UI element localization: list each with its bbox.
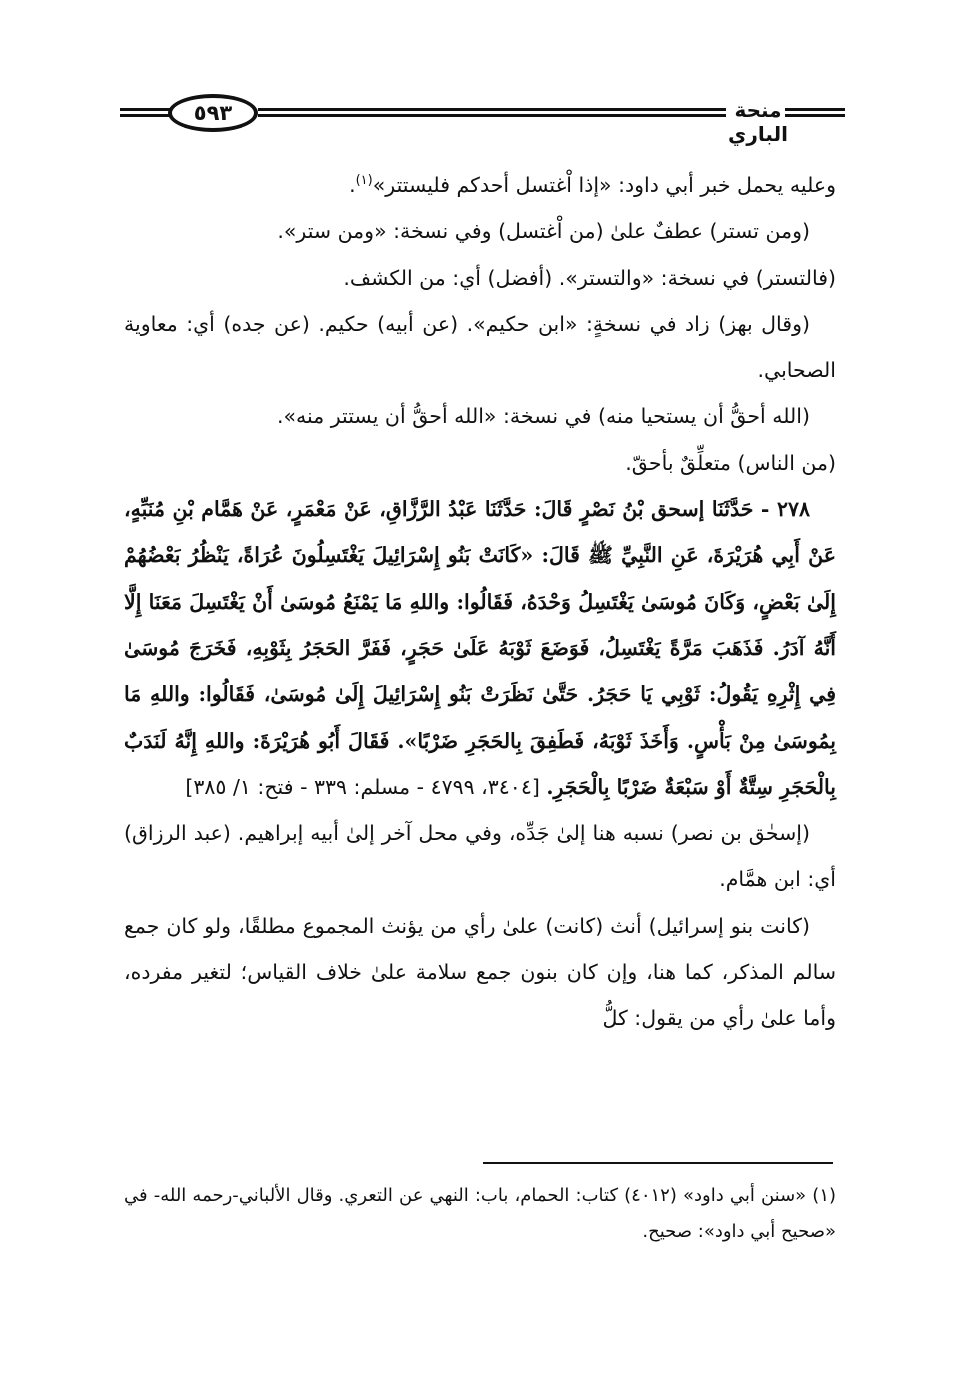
footnote-marker: (١) bbox=[355, 173, 373, 189]
book-title: منحة الباري bbox=[728, 98, 788, 146]
footnote bbox=[124, 1178, 836, 1250]
header-rule-middle bbox=[258, 108, 726, 124]
paragraph-3: (فالتستر) في نسخة: «والتستر». (أفضل) أي: من الكشف. bbox=[343, 265, 836, 290]
paragraph-1: وعليه يحمل خبر أبي داود: «إذا اْغتسل أحدكم فليستتر»$^{(١)}$. bbox=[349, 173, 836, 197]
header-rule-right bbox=[785, 108, 845, 124]
paragraph-7: (إسحٰق بن نصر) نسبه هنا إلىٰ جَدِّه، وفي محل آخر إلىٰ أبيه إبراهيم. (عبد الرزاق) أي: ابن همَّام. bbox=[124, 821, 836, 892]
footnote-divider bbox=[483, 1162, 833, 1164]
page-header bbox=[120, 92, 845, 152]
paragraph-4: (وقال بهز) زاد في نسخةٍ: «ابن حكيم». (عن أبيه) حكيم. (عن جده) أي: معاوية الصحابي. bbox=[124, 311, 836, 383]
paragraph-8: (كانت بنو إسرائيل) أنث (كانت) علىٰ رأي من يؤنث المجموع مطلقًا، ولو كان جمع سالم المذكر، كما هنا، وإن كان بنون جمع سلامة علىٰ خلاف القياس؛ لتغير مفرده، وأما علىٰ رأي من يقول: كلُّ bbox=[124, 913, 836, 1031]
footnote-text: (١) «سنن أبي داود» (٤٠١٢) كتاب: الحمام، باب: النهي عن التعري. وقال الألباني-رحمه الله- في «صحيح أبي داود»: صحيح. bbox=[124, 1185, 837, 1242]
hadith-paragraph bbox=[124, 486, 836, 810]
page-number: ٥٩٣ bbox=[193, 101, 233, 125]
hadith-text: ٢٧٨ - حَدَّثَنَا إسحق بْنُ نَصْرٍ قَالَ: حَدَّثَنَا عَبْدُ الرَّزَّاقِ، عَنْ مَعْمَرٍ، عَنْ هَمَّام بْنِ مُنَبِّهٍ، عَنْ أَبِي هُرَيْرَةَ، عَنِ النَّبِيِّ ﷺ قَالَ: «كَانَتْ بَنُو إِسْرَائِيلَ يَغْتَسِلُونَ عُرَاةً، يَنْظُرُ بَعْضُهُمْ إِلَىٰ بَعْضٍ، وَكَانَ مُوسَىٰ يَغْتَسِلُ وَحْدَهُ، فَقَالُوا: واللهِ مَا يَمْنَعُ مُوسَىٰ أَنْ يَغْتَسِلَ مَعَنَا إِلَّا أَنَّهُ آدَرُ. فَذَهَبَ مَرَّةً يَغْتَسِلُ، فَوَضَعَ ثَوْبَهُ عَلَىٰ حَجَرٍ، فَفَرَّ الحَجَرُ بِثَوْبِهِ، فَخَرَجَ مُوسَىٰ فِي إِثْرِهِ يَقُولُ: ثَوْبِي يَا حَجَرُ. حَتَّىٰ نَظَرَتْ بَنُو إِسْرَائِيلَ إِلَىٰ مُوسَىٰ، فَقَالُوا: واللهِ مَا بِمُوسَىٰ مِنْ بَأْسٍ. وَأَخَذَ ثَوْبَهُ، فَطَفِقَ بِالحَجَرِ ضَرْبًا». فَقَالَ أَبُو هُرَيْرَةَ: واللهِ إِنَّهُ لَنَدَبٌ بِالْحَجَرِ سِتَّةٌ أَوْ سَبْعَةٌ ضَرْبًا بِالْحَجَرِ. bbox=[124, 497, 836, 799]
hadith-reference: [٣٤٠٤، ٤٧٩٩ - مسلم: ٣٣٩ - فتح: ١/ ٣٨٥] bbox=[185, 774, 540, 799]
header-rule-left bbox=[120, 108, 170, 124]
page-number-badge bbox=[168, 94, 258, 132]
paragraph-5: (الله أحقُّ أن يستحيا منه) في نسخة: «الله أحقُّ أن يستتر منه». bbox=[277, 404, 810, 429]
main-text bbox=[124, 162, 836, 1042]
paragraph-6: (من الناس) متعلِّقٌ بأحقّ. bbox=[625, 450, 836, 475]
paragraph-2: (ومن تستر) عطفٌ علىٰ (من اْغتسل) وفي نسخة: «ومن ستر». bbox=[277, 219, 810, 244]
